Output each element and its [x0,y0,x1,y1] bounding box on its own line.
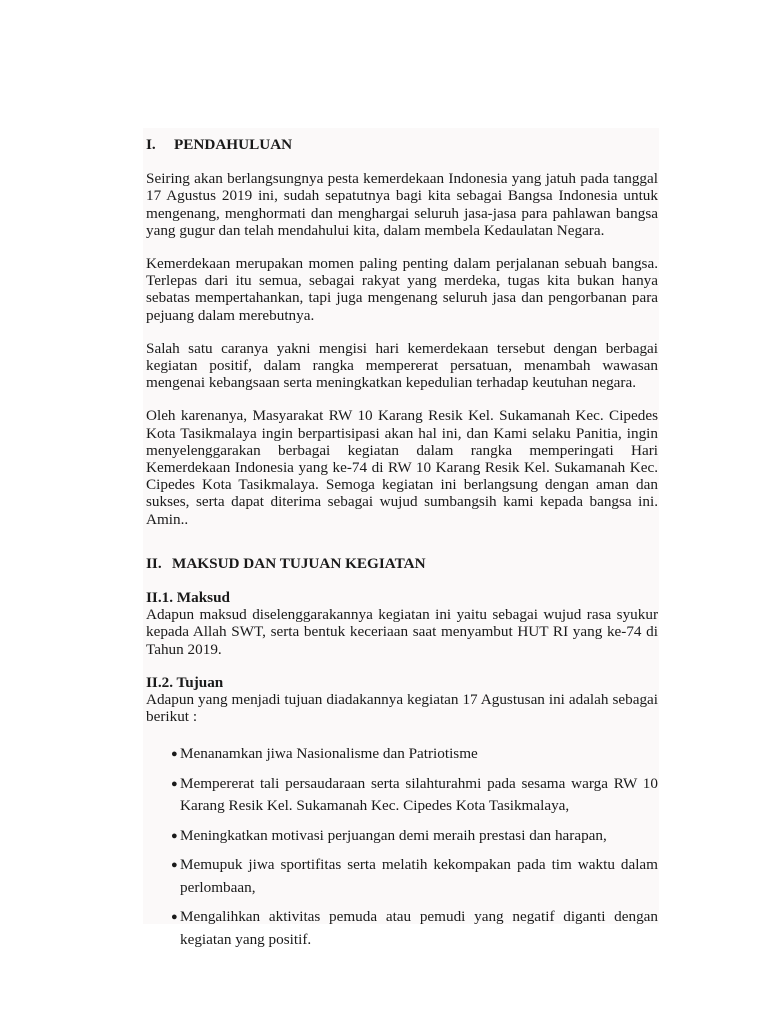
tujuan-subheading: II.2. Tujuan [146,673,224,691]
tujuan-intro: Adapun yang menjadi tujuan diadakannya kegiatan 17 Agustusan ini adalah sebagai berikut : [146,691,658,726]
section-2-heading [146,555,658,572]
section-1-heading [146,136,658,153]
list-item [146,906,658,951]
section-1-title: PENDAHULUAN [174,136,293,153]
bullet-icon: ● [171,911,178,924]
list-item-text: Mempererat tali persaudaraan serta silahturahmi pada sesama warga RW 10 Karang Resik Kel. Sukamanah Kec. Cipedes Kota Tasikmalaya, [180,774,658,815]
bullet-icon: ● [171,777,178,790]
list-item-text: Menanamkan jiwa Nasionalisme dan Patriotisme [180,745,478,763]
intro-paragraph-2: Kemerdekaan merupakan momen paling penting dalam perjalanan sebuah bangsa. Terlepas dari itu semua, sebagai rakyat yang merdeka, tugas kita bukan hanya sebatas mempertahankan, tapi juga mengenang seluruh jasa dan pengorbanan para pejuang dalam merebutnya. [146,255,658,324]
section-2-number: II. [146,554,162,572]
list-item-text: Memupuk jiwa sportifitas serta melatih kekompakan pada tim waktu dalam perlombaan, [180,856,658,896]
list-item [146,854,658,899]
document-body [146,136,658,958]
maksud-subheading: II.1. Maksud [146,589,230,607]
bullet-icon: ● [171,748,178,761]
list-item [146,773,658,818]
bullet-icon: ● [171,859,178,872]
intro-paragraph-4: Oleh karenanya, Masyarakat RW 10 Karang Resik Kel. Sukamanah Kec. Cipedes Kota Tasikmalaya ingin berpartisipasi akan hal ini, dan Kami selaku Panitia, ingin menyelenggarakan berbagai kegiatan dalam rangka memperingati Hari Kemerdekaan Indonesia yang ke-74 di RW 10 Karang Resik Kel. Sukamanah Kec. Cipedes Kota Tasikmalaya. Semoga kegiatan ini berlangsung dengan aman dan sukses, serta dapat diterima sebagai wujud sumbangsih kami kepada bangsa ini. Amin.. [146,407,658,528]
maksud-paragraph: Adapun maksud diselenggarakannya kegiatan ini yaitu sebagai wujud rasa syukur kepada Allah SWT, serta bentuk keceriaan saat menyambut HUT RI yang ke-74 di Tahun 2019. [146,606,658,658]
list-item-text: Mengalihkan aktivitas pemuda atau pemudi yang negatif diganti dengan kegiatan yang positif. [180,908,658,948]
intro-paragraph-3: Salah satu caranya yakni mengisi hari kemerdekaan tersebut dengan berbagai kegiatan positif, dalam rangka mempererat persatuan, menambah wawasan mengenai kebangsaan serta meningkatkan kepedulian terhadap keutuhan negara. [146,339,658,392]
section-1-number: I. [146,136,156,153]
intro-paragraph-1: Seiring akan berlangsungnya pesta kemerdekaan Indonesia yang jatuh pada tanggal 17 Agustus 2019 ini, sudah sepatutnya bagi kita sebagai Bangsa Indonesia untuk mengenang, menghormati dan menghargai seluruh jasa-jasa para pahlawan bangsa yang gugur dan telah mendahului kita, dalam membela Kedaulatan Negara. [146,170,658,239]
bullet-icon: ● [171,829,178,842]
tujuan-list [146,743,658,951]
section-2-title: MAKSUD DAN TUJUAN KEGIATAN [172,554,426,572]
list-item-text: Meningkatkan motivasi perjuangan demi meraih prestasi dan harapan, [180,826,607,844]
list-item [146,825,658,848]
list-item [146,743,658,766]
